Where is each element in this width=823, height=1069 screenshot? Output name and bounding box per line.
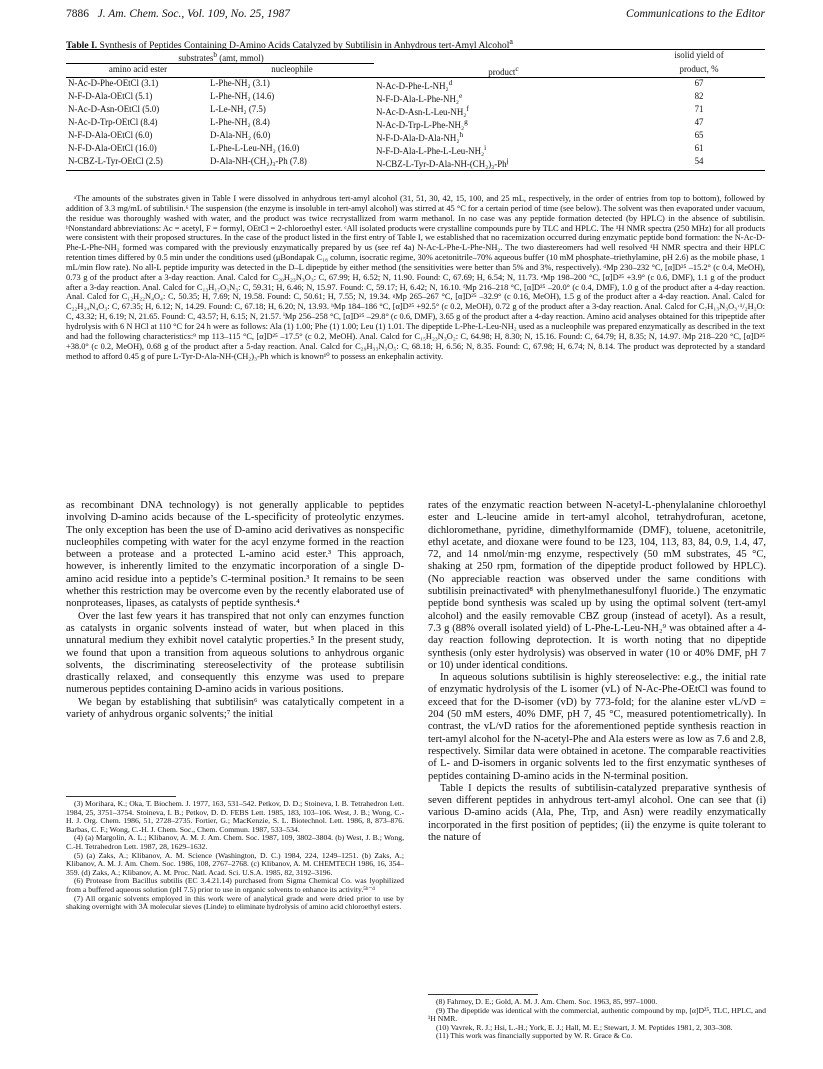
product-column-note: c xyxy=(515,63,519,73)
table-row xyxy=(66,91,765,104)
product-cell xyxy=(374,104,631,117)
table-row xyxy=(66,130,765,143)
reference-item: (7) All organic solvents employed in this work were of analytical grade and were dried prior to use by shaking overnight with 3Å molecular sieves (Linde) to eliminate hydrolysis of amino acid chloroethyl esters. xyxy=(66,893,404,912)
journal-name: J. Am. Chem. Soc., xyxy=(97,8,185,20)
product-text: N-F-D-Ala-L-Phe-NH₂ xyxy=(376,93,459,104)
reference-item: (10) Vavrek, R. J.; Hsi, L.-H.; York, E. J.; Hall, M. E.; Stewart, J. M. Peptides 1981, 2, 303–308. xyxy=(436,1022,733,1032)
substrates-header-unit: (amt, mmol) xyxy=(219,52,264,63)
ester-cell: N-CBZ-L-Tyr-OEtCl (2.5) xyxy=(66,156,208,171)
header-left xyxy=(66,8,290,20)
product-text: N-Ac-D-Asn-L-Leu-NH₂ xyxy=(376,106,467,117)
volume-issue: Vol. 109, No. 25, 1987 xyxy=(187,8,291,20)
ester-cell: N-Ac-D-Phe-OEtCl (3.1) xyxy=(68,77,159,88)
product-cell xyxy=(374,91,631,104)
right-paragraph-1: rates of the enzymatic reaction between N-acetyl-L-phenylalanine chloroethyl ester and L-leucine amide in tert-amyl alcohol, tetrahydrofuran, acetone, dichloromethane, pyridine, dimethylformamide (DMF), toluene, acetonitrile, ethyl acetate, and dioxane were found to be 123, 104, 113, 83, 84, 0.9, 1.4, 47, 72, and 14 nmol/min·mg enzyme, respectively (50 mM substrates, 45 °C, shaking at 250 rpm, formation of the dipeptide product followed by HPLC). (No appreciable reaction was observed under the same conditions with subtilisin preinactivated⁸ with phenylmethanesulfonyl fluoride.) The enzymatic peptide bond synthesis was scaled up by using the optimal solvent (tert-amyl alcohol) and the easily removable CBZ group (instead of acetyl). As a result, 7.3 g (88% overall isolated yield) of L-Phe-L-Leu-NH₂⁹ was obtained after a 4-day reaction following deprotection. It is worth noting that no dipeptide synthesis (only ester hydrolysis) was observed in water (10 or 40% DMF, pH 7 or 10) under identical conditions. xyxy=(428,500,766,671)
product-text: N-Ac-D-Trp-L-Phe-NH₂ xyxy=(376,119,465,130)
table-row xyxy=(66,77,765,91)
table-footnotes xyxy=(66,194,765,361)
product-cell xyxy=(374,130,631,143)
product-note: h xyxy=(459,129,464,139)
page-number: 7886 xyxy=(66,8,89,20)
reference-item: (11) This work was financially supported by W. R. Grace & Co. xyxy=(436,1031,633,1041)
product-cell xyxy=(374,117,631,130)
table-label: Table I. xyxy=(66,40,98,52)
table-footnote-text: ᵃThe amounts of the substrates given in Table I were dissolved in anhydrous tert-amyl alcohol (31, 51, 30, 42, 15, 100, and 25 mL, respectively, in the order of entries from top to bottom), followed by addition of 3.3 mg/mL of subtilisin.⁶ The suspension (the enzyme is insoluble in tert-amyl alcohol) was stirred at 45 °C for a certain period of time (see below). The solvent was then evaporated under vacuum, the residue was thoroughly washed with water, and the product was twice recrystallized from warm methanol. In no case was any peptide formation detected (by HPLC) in the absence of subtilisin. ᵇNonstandard abbreviations: Ac = acetyl, F = formyl, OEtCl = 2-chloroethyl ester. ᶜAll isolated products were crystalline compounds pure by TLC and HPLC. The ¹H NMR spectra (250 MHz) for all products were consistent with their proposed structures. In the case of the product listed in the first entry of Table I, we established that no racemization occurred during enzymatic peptide bond formation: the N-Ac-D-Phe-L-Phe-NH₂ formed was compared with the previously enzymatically prepared by us (see ref 4a) N-Ac-L-Phe-L-Phe-NH₂. The two diastereomers had well resolved ¹H NMR spectra and their HPLC retention times differed by 0.5 min under the conditions used (μBondapak C₁₈ column, isocratic regime, 30% acetonitrile–70% aqueous buffer (10 mM phosphate–triethylamine, pH 2.6) as the mobile phase, 1 mL/min flow rate). No all-L peptide impurity was detected in the D–L dipeptide by either method (the sensitivities were better than 5% and 3%, respectively). ᵈMp 230–232 °C, [α]D²⁵ –15.2° (c 0.4, MeOH), 0.73 g of the product after a 3-day reaction. Anal. Calcd for C₂₀H₂₃N₃O₃: C, 67.99; H, 6.52; N, 11.90. Found: C, 67.69; H, 6.54; N, 11.73. ᵉMp 198–200 °C, [α]D²⁵ +3.9° (c 0.6, DMF), 1.1 g of the product after a 3-day reaction. Anal. Calcd for C₁₃H₁₇O₃N₃: C, 59.31; H, 6.46; N, 15.97. Found: C, 59.17; H, 6.42; N, 16.10. ᶠMp 216–218 °C, [α]D²⁵ –20.0° (c 0.4, DMF), 1.0 g of the product after a 4-day reaction. Anal. Calcd for C₁₂H₂₂N₄O₄: C, 50.35; H, 7.69; N, 19.58. Found: C, 50.61; H, 7.55; N, 19.34. ᵍMp 265–267 °C, [α]D²⁵ –32.9° (c 0.16, MeOH), 1.5 g of the product after a 4-day reaction. Anal. Calcd for C₂₂H₂₄N₄O₃: C, 67.35; H, 6.12; N, 14.29. Found: C, 67.18; H, 6.20; N, 13.93. ʰMp 184–186 °C, [α]D²⁵ +92.5° (c 0.2, MeOH), 0.72 g of the product after a 3-day reaction. Anal. Calcd for C₇H₁₃N₃O₃·¹/₂H₂O: C, 43.32; H, 6.19; N, 21.65. Found: C, 43.57; H, 6.15; N, 21.57. ⁱMp 256–258 °C, [α]D²⁵ –29.8° (c 0.6, DMF), 3.65 g of the product after a 4-day reaction. Amino acid analyses obtained for this tripeptide after hydrolysis with 6 N HCl at 110 °C for 24 h were as follows: Ala (1) 1.00; Phe (1) 1.00; Leu (1) 1.01. The dipeptide L-Phe-L-Leu-NH₂ used as a nucleophile was prepared enzymatically as described in the text and had the following characteristics:⁹ mp 113–115 °C, [α]D²⁵ –17.5° (c 0.2, MeOH). Anal. Calcd for C₁₅H₂₃N₃O₂: C, 64.98; H, 8.30; N, 15.16. Found: C, 64.79; H, 8.35; N, 14.97. ʲMp 218–220 °C, [α]D²⁵ +38.0° (c 0.2, MeOH), 0.68 g of the product after a 5-day reaction. Anal. Calcd for C₂₉H₃₃N₃O₅: C, 68.18; H, 6.56; N, 8.35. Found: C, 67.98; H, 6.74; N, 8.14. The product was deprotected by a standard method to afford 0.45 g of pure L-Tyr-D-Ala-NH-(CH₂)₃-Ph which is known¹⁰ to possess an enkephalin activity. xyxy=(66,194,765,361)
table-row xyxy=(66,156,765,171)
nucleophile-column-header: nucleophile xyxy=(208,64,374,78)
nucleophile-cell: D-Ala-NH₂ (6.0) xyxy=(210,129,271,140)
reference-item: (9) The dipeptide was identical with the commercial, authentic compound by mp, [α]D²⁵, TLC, HPLC, and ¹H NMR. xyxy=(428,1005,766,1024)
product-note: f xyxy=(466,103,469,113)
references-left xyxy=(66,800,404,912)
left-column xyxy=(66,500,404,721)
ester-cell: N-F-D-Ala-OEtCl (6.0) xyxy=(68,129,153,140)
table-row xyxy=(66,117,765,130)
substrates-header xyxy=(66,50,374,64)
yield-header-line1: isolid yield of xyxy=(631,50,765,64)
reference-item: (6) Protease from Bacillus subtilis (EC 3.4.21.14) purchased from Sigma Chemical Co. was lyophilized from a buffered aqueous solution (pH 7.5) prior to use in organic solvents to enhance its activity.⁵ᵇ⁻ᵈ xyxy=(66,876,404,894)
references-divider-left xyxy=(66,796,176,797)
yield-column-header: product, % xyxy=(631,64,765,78)
product-column-label: product xyxy=(488,66,516,77)
substrates-header-text: substrates xyxy=(178,52,214,63)
product-cell xyxy=(374,143,631,156)
section-name: Communications to the Editor xyxy=(626,8,765,20)
yield-cell: 82 xyxy=(694,90,704,101)
yield-cell: 47 xyxy=(694,116,704,127)
reference-item: (5) (a) Zaks, A.; Klibanov, A. M. Science (Washington, D. C.) 1984, 224, 1249–1251. (b) Zaks, A.; Klibanov, A. M. J. Am. Chem. Soc. 1986, 108, 2767–2768. (c) Klibanov, A. M. CHEMTECH 1986, 16, 354–359. (d) Zaks, A.; Klibanov, A. M. Proc. Natl. Acad. Sci. U.S.A. 1985, 82, 3192–3196. xyxy=(66,850,404,877)
product-text: N-Ac-D-Phe-L-NH₂ xyxy=(376,80,449,91)
peptide-synthesis-table xyxy=(66,49,765,171)
nucleophile-cell: L-Phe-NH₂ (3.1) xyxy=(210,77,270,88)
yield-cell: 65 xyxy=(694,129,704,140)
nucleophile-cell: L-Phe-NH₂ (8.4) xyxy=(210,116,270,127)
reference-item: (4) (a) Margolin, A. L.; Klibanov, A. M. J. Am. Chem. Soc. 1987, 109, 3802–3804. (b) West, J. B.; Wong, C.-H. Tetrahedron Lett. 1987, 28, 1629–1632. xyxy=(66,833,404,851)
product-note: d xyxy=(448,77,453,87)
left-paragraph-3: We began by establishing that subtilisin⁶ was catalytically competent in a variety of anhydrous organic solvents;⁷ the initial xyxy=(66,696,404,721)
product-header-spacer xyxy=(374,50,631,64)
nucleophile-cell: L-Phe-L-Leu-NH₂ (16.0) xyxy=(210,142,300,153)
table-row xyxy=(66,104,765,117)
left-paragraph-1: as recombinant DNA technology) is not generally applicable to peptides involving D-amino acids because of the L-specificity of proteolytic enzymes. The only exception has been the use of D-amino acid derivatives as nonspecific nucleophiles competing with water for the acyl enzyme formed in the reaction between a protease and a protected L-amino acid ester.³ This approach, however, is inherently limited to the enzymatic incorporation of a single D-amino acid residue into a peptide’s C-terminal position.³ It remains to be seen whether this restriction may be overcome even by the recently elaborated use of nonproteases, lipases, as catalysts of peptide synthesis.⁴ xyxy=(66,500,404,610)
product-cell xyxy=(374,77,631,91)
right-paragraph-2: In aqueous solutions subtilisin is highly stereoselective: e.g., the initial rate of enzymatic hydrolysis of the L isomer (vL) of N-Ac-Phe-OEtCl was found to exceed that for the D-isomer (vD) by 773-fold; for the alanine ester vL/vD = 204 (50 mM esters, 40% DMF, pH 7, 45 °C, measured potentiometrically). In contrast, the vL/vD ratios for the aforementioned peptide synthesis reaction in tert-amyl alcohol for the N-acetyl-Phe and Ala esters were as low as 7.6 and 2.8, respectively. Similar data were obtained in acetone. The comparable reactivities of L- and D-isomers in organic solvents led to the first enzymatic syntheses of peptides containing D-amino acids in the N-terminal position. xyxy=(428,672,766,782)
substrates-header-note: b xyxy=(213,50,218,59)
table-body xyxy=(66,77,765,170)
product-note: i xyxy=(484,142,487,152)
yield-cell: 67 xyxy=(694,77,704,88)
yield-cell: 71 xyxy=(694,103,704,114)
nucleophile-cell: L-Le-NH₂ (7.5) xyxy=(210,103,266,114)
nucleophile-cell: L-Phe-NH₂ (14.6) xyxy=(210,90,275,101)
yield-cell: 54 xyxy=(631,156,765,171)
product-note: g xyxy=(464,116,468,126)
left-paragraph-2: Over the last few years it has transpired that not only can enzymes function as catalysts in organic solvents instead of water, but when placed in this unnatural medium they exhibit novel catalytic properties.⁵ In the present study, we found that upon a transition from aqueous solutions to anhydrous organic solvents, the discriminating stereoselectivity of the protease subtilisin drastically relaxed, and consequently this enzyme was used to prepare numerous peptides containing D-amino acids in various positions. xyxy=(66,610,404,696)
yield-cell: 61 xyxy=(694,142,704,153)
product-note: j xyxy=(506,156,509,165)
table-title-note: a xyxy=(509,37,513,46)
ester-column-header: amino acid ester xyxy=(66,64,208,78)
right-paragraph-3: Table I depicts the results of subtilisin-catalyzed preparative synthesis of seven different peptides in anhydrous tert-amyl alcohol. One can see that (i) various D-amino acids (Ala, Phe, Trp, and Asn) were readily enzymatically incorporated in the first position of peptides; (ii) the enzyme is quite tolerant to the nature of xyxy=(428,782,766,844)
product-text: N-CBZ-L-Tyr-D-Ala-NH-(CH₂)₃-Ph xyxy=(376,158,507,169)
ester-cell: N-F-D-Ala-OEtCl (16.0) xyxy=(68,142,157,153)
nucleophile-cell: D-Ala-NH-(CH₂)₃-Ph (7.8) xyxy=(208,156,374,171)
reference-item: (8) Fahrney, D. E.; Gold, A. M. J. Am. Chem. Soc. 1963, 85, 997–1000. xyxy=(436,997,658,1006)
ester-cell: N-Ac-D-Trp-OEtCl (8.4) xyxy=(68,116,158,127)
reference-item: (3) Morihara, K.; Oka, T. Biochem. J. 1977, 163, 531–542. Petkov, D. D.; Stoineva, I. B. Tetrahedron Lett. 1984, 25, 3751–3754. Stoineva, I. B.; Petkov, D. D. FEBS Lett. 1985, 183, 103–106. West, J. B.; Wong, C.-H. J. Org. Chem. 1986, 51, 2728–2735. Fortier, G.; MacKenzie, S. L. Biotechnol. Lett. 1986, 8, 873–876. Barbas, C. F.; Wong, C.-H. J. Chem. Soc., Chem. Commun. 1987, 533–534. xyxy=(66,799,404,834)
ester-cell: N-Ac-D-Asn-OEtCl (5.0) xyxy=(68,103,160,114)
product-column-header xyxy=(374,64,631,78)
table-title: Synthesis of Peptides Containing D-Amino Acids Catalyzed by Subtilisin in Anhydrous tert-Amyl Alcohol xyxy=(99,40,510,52)
references-divider-right xyxy=(428,994,538,995)
product-text: N-F-D-Ala-D-Ala-NH₂ xyxy=(376,132,460,143)
product-cell xyxy=(374,156,631,171)
right-column xyxy=(428,500,766,844)
table-row xyxy=(66,143,765,156)
ester-cell: N-F-D-Ala-OEtCl (5.1) xyxy=(68,90,153,101)
product-text: N-F-D-Ala-L-Phe-L-Leu-NH₂ xyxy=(376,145,485,156)
references-right xyxy=(428,998,766,1041)
running-header xyxy=(66,8,765,24)
product-note: e xyxy=(458,90,463,100)
